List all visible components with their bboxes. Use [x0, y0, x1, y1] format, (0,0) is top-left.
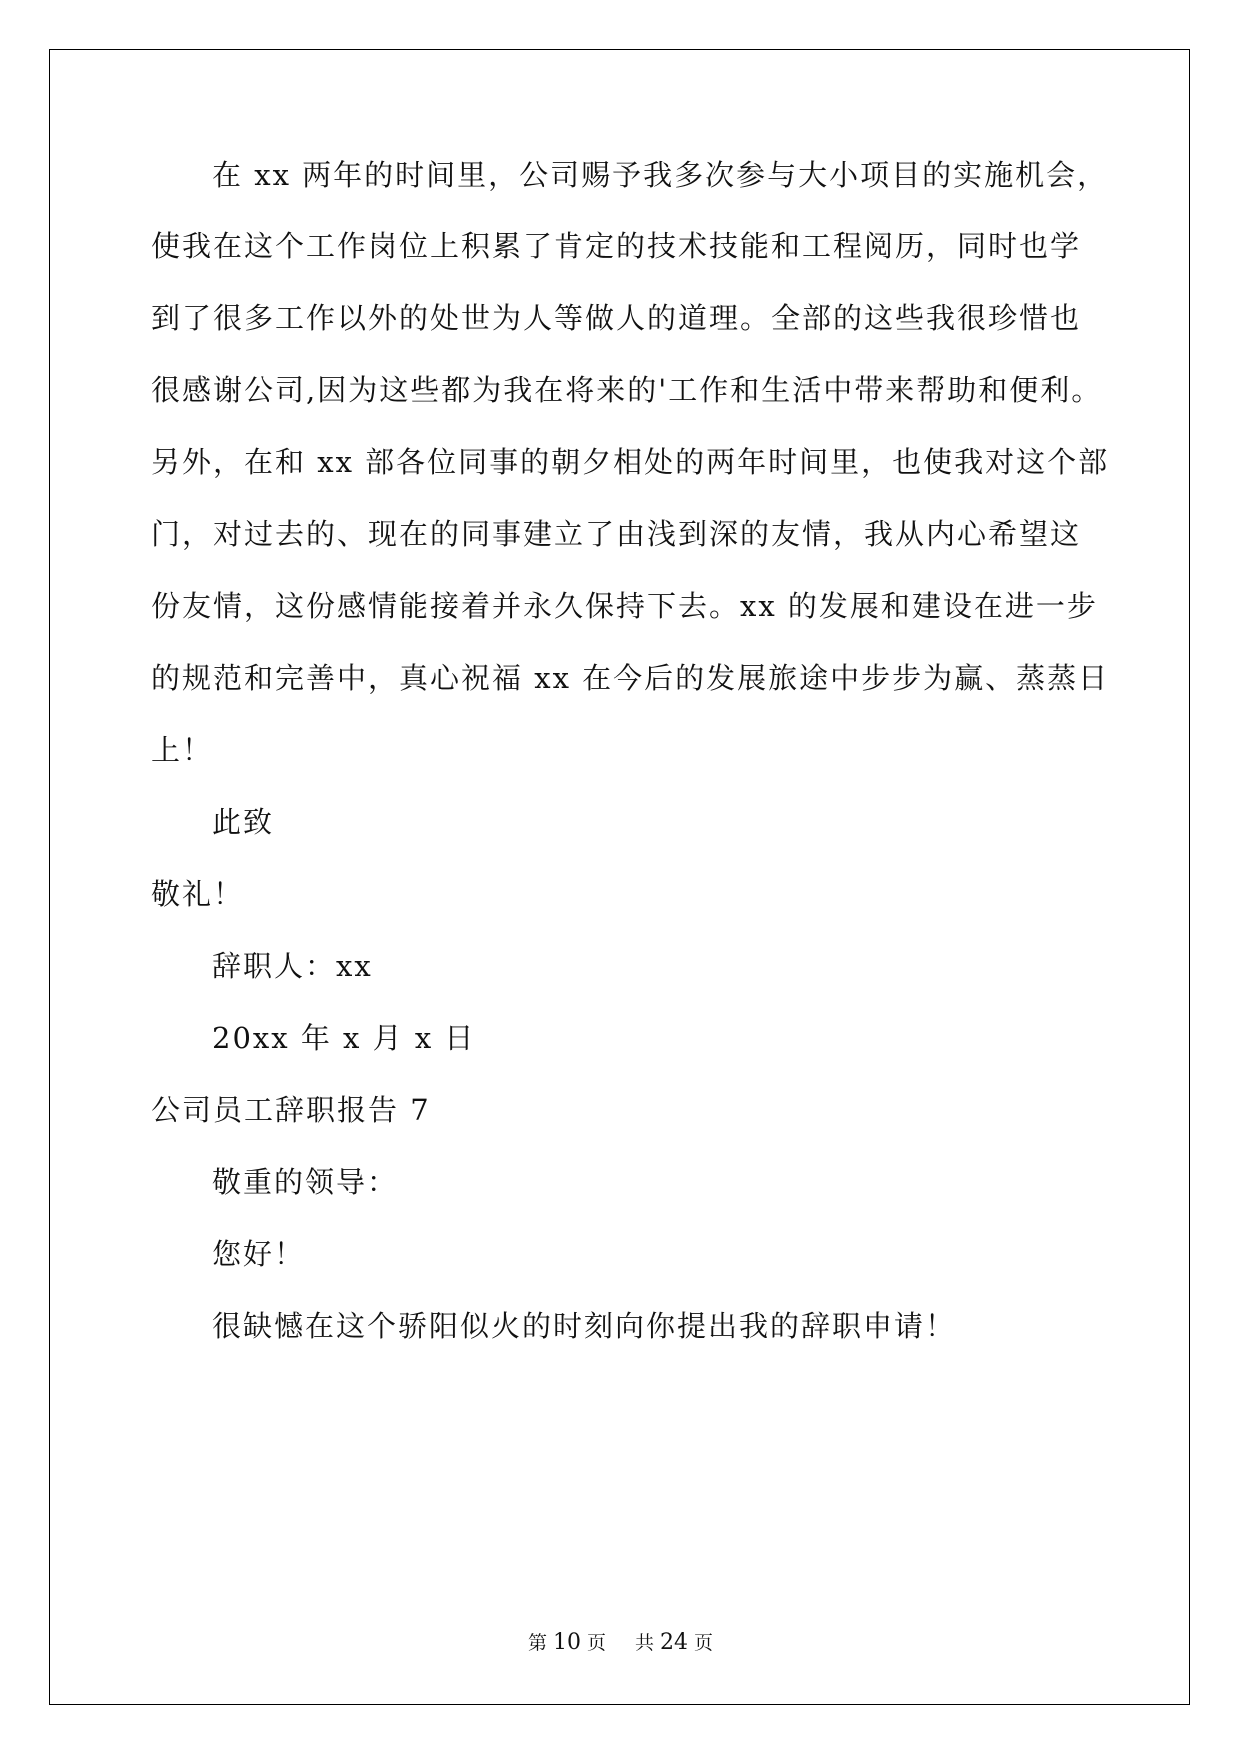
- closing-cizhi: 此致: [212, 805, 275, 839]
- salutation: 敬重的领导：: [212, 1165, 399, 1199]
- closing-jingli: 敬礼！: [151, 877, 245, 911]
- paragraph-line: 到了很多工作以外的处世为人等做人的道理。全部的这些我很珍惜也: [151, 301, 1082, 335]
- paragraph-line: 上！: [151, 733, 214, 767]
- paragraph-line: 使我在这个工作岗位上积累了肯定的技术技能和工程阅历，同时也学: [151, 229, 1082, 263]
- paragraph-line: 份友情，这份感情能接着并永久保持下去。xx 的发展和建设在进一步: [151, 589, 1098, 623]
- greeting: 您好！: [212, 1237, 306, 1271]
- section-title: 公司员工辞职报告 7: [151, 1093, 431, 1127]
- paragraph-line: 的规范和完善中，真心祝福 xx 在今后的发展旅途中步步为赢、蒸蒸日: [151, 661, 1110, 695]
- signer-line: 辞职人：xx: [212, 949, 373, 983]
- date-line: 20xx 年 x 月 x 日: [212, 1021, 476, 1055]
- page-indicator: 第 10 页: [527, 1630, 606, 1655]
- opening-line: 很缺憾在这个骄阳似火的时刻向你提出我的辞职申请！: [212, 1309, 957, 1343]
- paragraph-line: 门，对过去的、现在的同事建立了由浅到深的友情，我从内心希望这: [151, 517, 1082, 551]
- paragraph-line: 另外，在和 xx 部各位同事的朝夕相处的两年时间里，也使我对这个部: [151, 445, 1110, 479]
- total-pages-indicator: 共 24 页: [635, 1630, 714, 1655]
- paragraph-line: 在 xx 两年的时间里，公司赐予我多次参与大小项目的实施机会，: [212, 158, 1109, 192]
- page-number: 10: [552, 1630, 581, 1655]
- total-pages: 24: [660, 1630, 689, 1655]
- page-footer: [0, 1628, 1241, 1655]
- paragraph-line: 很感谢公司,因为这些都为我在将来的'工作和生活中带来帮助和便利。: [151, 373, 1103, 407]
